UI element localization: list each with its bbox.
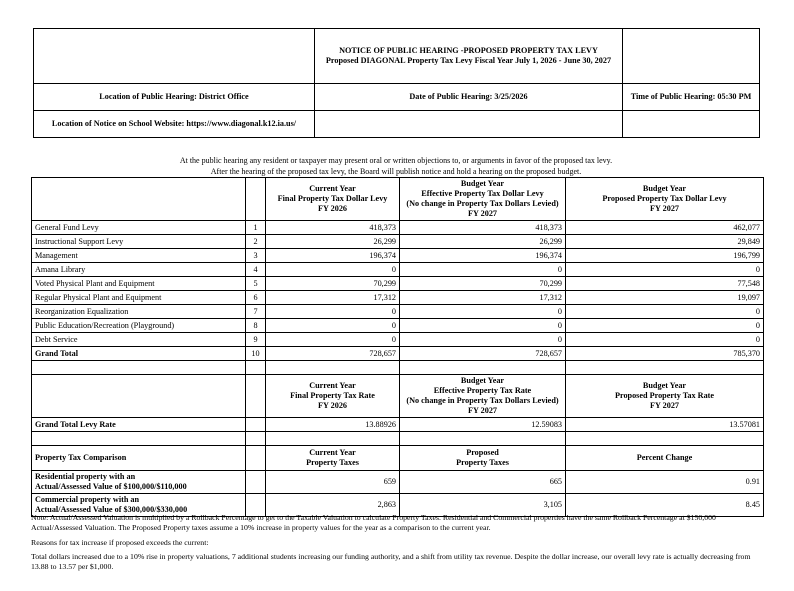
spacer-cell: [32, 361, 246, 375]
spacer-cell: [246, 361, 266, 375]
rate-header-c3-l2: Final Property Tax Rate: [290, 391, 375, 400]
grand-total-levy-rate-proposed: 13.57081: [566, 418, 764, 432]
comparison-row-current: 2,863: [266, 494, 400, 517]
levy-row-current: 0: [266, 333, 400, 347]
levy-header-c3-l1: Current Year: [309, 184, 356, 193]
levy-row-current: 17,312: [266, 291, 400, 305]
intro-paragraph: [33, 155, 759, 177]
levy-row-current: 26,299: [266, 235, 400, 249]
comparison-header-proposed: [400, 446, 566, 471]
levy-row-effective: 0: [400, 263, 566, 277]
spacer-cell: [566, 361, 764, 375]
notice-title-line2: Proposed DIAGONAL Property Tax Levy Fiscal Year July 1, 2026 - June 30, 2027: [325, 56, 612, 65]
levy-row-label: Voted Physical Plant and Equipment: [32, 277, 246, 291]
footnote-reasons-text: Total dollars increased due to a 10% rise in property valuations, 7 additional students increasing our funding authority, and a shift from utility tax revenue. Despite the dollar increase, our overall levy rate is actually decreasing from 13.88 to 13.57 per $1,000.: [31, 552, 751, 572]
notice-header-table: [33, 28, 760, 138]
levy-row-label: Public Education/Recreation (Playground): [32, 319, 246, 333]
comparison-header-current: [266, 446, 400, 471]
levy-row-index: 9: [246, 333, 266, 347]
website-notice-cell: [34, 111, 315, 138]
table-row: [32, 305, 764, 319]
grand-total-levy-rate-effective: 12.59083: [400, 418, 566, 432]
spacer-cell: [266, 432, 400, 446]
date-of-hearing: Date of Public Hearing: 3/25/2026: [315, 84, 623, 111]
time-of-hearing: [623, 84, 760, 111]
levy-row-index: 2: [246, 235, 266, 249]
levy-row-label: General Fund Levy: [32, 221, 246, 235]
levy-row-label: Regular Physical Plant and Equipment: [32, 291, 246, 305]
rate-header-current-year: [266, 375, 400, 418]
table-row: [34, 29, 760, 84]
levy-grand-total-index: 10: [246, 347, 266, 361]
comparison-row-percent-change: 0.91: [566, 471, 764, 494]
levy-row-current: 0: [266, 305, 400, 319]
comparison-header-row: [32, 446, 764, 471]
levy-header-row: [32, 178, 764, 221]
levy-row-proposed: 0: [566, 319, 764, 333]
levy-header-c4-l2: Effective Property Tax Dollar Levy: [421, 189, 544, 198]
spacer-cell: [32, 432, 246, 446]
table-row: [32, 319, 764, 333]
levy-header-effective: [400, 178, 566, 221]
levy-row-proposed: 462,077: [566, 221, 764, 235]
rate-header-c5-l1: Budget Year: [642, 381, 687, 390]
levy-row-label: Debt Service: [32, 333, 246, 347]
comparison-row-proposed: 3,105: [400, 494, 566, 517]
levy-row-current: 418,373: [266, 221, 400, 235]
levy-header-c4-l4: FY 2027: [467, 209, 498, 218]
comparison-header-blank-idx: [246, 446, 266, 471]
comparison-header-c4-l2: Property Taxes: [456, 458, 509, 467]
rate-header-c4-l3: (No change in Property Tax Dollars Levied): [406, 396, 559, 405]
levy-row-index: 7: [246, 305, 266, 319]
levy-row-label: Amana Library: [32, 263, 246, 277]
spacer-cell: [400, 432, 566, 446]
table-row: [32, 249, 764, 263]
levy-grand-total-current: 728,657: [266, 347, 400, 361]
levy-header-current-year: [266, 178, 400, 221]
levy-header-c3-l2: Final Property Tax Dollar Levy: [277, 194, 388, 203]
comparison-row-label-l1: Commercial property with an: [35, 495, 140, 504]
comparison-header-label: Property Tax Comparison: [32, 446, 246, 471]
levy-header-c5-l3: FY 2027: [649, 204, 680, 213]
table-row: [34, 84, 760, 111]
levy-row-current: 196,374: [266, 249, 400, 263]
footnotes-block: [31, 513, 767, 573]
comparison-header-percent-change: Percent Change: [566, 446, 764, 471]
notice-blank-right: [623, 29, 760, 84]
comparison-header-c3-l2: Property Taxes: [306, 458, 359, 467]
notice-title-line1: NOTICE OF PUBLIC HEARING -PROPOSED PROPERTY TAX LEVY: [339, 46, 598, 55]
levy-grand-total-label: Grand Total: [32, 347, 246, 361]
spacer-cell: [400, 361, 566, 375]
table-row: [32, 333, 764, 347]
levy-row-label: Instructional Support Levy: [32, 235, 246, 249]
rate-header-blank-label: [32, 375, 246, 418]
levy-row-effective: 0: [400, 319, 566, 333]
notice-blank-left: [34, 29, 315, 84]
time-of-hearing-value: 05:30 PM: [717, 92, 752, 101]
rate-header-c3-l3: FY 2026: [317, 401, 348, 410]
footnote-reasons-label: Reasons for tax increase if proposed exceeds the current:: [31, 537, 209, 547]
levy-table: [31, 177, 764, 517]
spacer-cell: [266, 361, 400, 375]
website-blank-right: [623, 111, 760, 138]
levy-header-c3-l3: FY 2026: [317, 204, 348, 213]
levy-header-blank-idx: [246, 178, 266, 221]
levy-row-effective: 0: [400, 333, 566, 347]
levy-row-effective: 418,373: [400, 221, 566, 235]
levy-header-proposed: [566, 178, 764, 221]
levy-row-effective: 196,374: [400, 249, 566, 263]
grand-total-levy-rate-current: 13.88926: [266, 418, 400, 432]
spacer-row: [32, 361, 764, 375]
levy-row-proposed: 19,097: [566, 291, 764, 305]
levy-row-index: 3: [246, 249, 266, 263]
grand-total-levy-rate-label: Grand Total Levy Rate: [32, 418, 246, 432]
levy-grand-total-effective: 728,657: [400, 347, 566, 361]
table-row: [34, 111, 760, 138]
levy-row-proposed: 77,548: [566, 277, 764, 291]
levy-header-c5-l2: Proposed Property Tax Dollar Levy: [602, 194, 727, 203]
comparison-row-label: [32, 471, 246, 494]
table-row: [32, 291, 764, 305]
table-row: [32, 263, 764, 277]
comparison-row-label-l1: Residential property with an: [35, 472, 136, 481]
location-of-hearing: Location of Public Hearing: District Office: [34, 84, 315, 111]
levy-row-proposed: 0: [566, 333, 764, 347]
levy-row-current: 0: [266, 263, 400, 277]
rate-header-blank-idx: [246, 375, 266, 418]
rate-header-effective: [400, 375, 566, 418]
table-row: [32, 235, 764, 249]
table-row: [32, 471, 764, 494]
table-row: [32, 221, 764, 235]
table-row: [32, 277, 764, 291]
levy-row-proposed: 29,849: [566, 235, 764, 249]
levy-row-label: Reorganization Equalization: [32, 305, 246, 319]
levy-header-c4-l3: (No change in Property Tax Dollars Levied): [406, 199, 559, 208]
levy-header-c5-l1: Budget Year: [642, 184, 687, 193]
comparison-header-c3-l1: Current Year: [309, 448, 356, 457]
comparison-header-c4-l1: Proposed: [466, 448, 499, 457]
website-label: Location of Notice on School Website:: [51, 119, 185, 128]
levy-row-index: 5: [246, 277, 266, 291]
levy-row-effective: 26,299: [400, 235, 566, 249]
comparison-row-label-l2: Actual/Assessed Value of $100,000/$110,000: [35, 482, 187, 491]
levy-row-proposed: 196,799: [566, 249, 764, 263]
rate-header-c5-l2: Proposed Property Tax Rate: [614, 391, 715, 400]
levy-row-proposed: 0: [566, 263, 764, 277]
levy-row-effective: 17,312: [400, 291, 566, 305]
website-blank-mid: [315, 111, 623, 138]
website-url: https://www.diagonal.k12.ia.us/: [186, 119, 297, 128]
intro-line-1: At the public hearing any resident or taxpayer may present oral or written objections to, or arguments in favor of the proposed tax levy.: [179, 156, 613, 165]
notice-title-cell: [315, 29, 623, 84]
levy-header-blank-label: [32, 178, 246, 221]
comparison-row-label-l2: Actual/Assessed Value of $300,000/$330,000: [35, 505, 188, 514]
levy-row-index: 4: [246, 263, 266, 277]
rate-header-c5-l3: FY 2027: [649, 401, 680, 410]
comparison-row-proposed: 665: [400, 471, 566, 494]
levy-row-index: 1: [246, 221, 266, 235]
levy-row-index: 8: [246, 319, 266, 333]
rate-header-c4-l4: FY 2027: [467, 406, 498, 415]
spacer-cell: [246, 432, 266, 446]
levy-row-label: Management: [32, 249, 246, 263]
levy-row-current: 70,299: [266, 277, 400, 291]
time-of-hearing-label: Time of Public Hearing:: [630, 92, 716, 101]
levy-row-current: 0: [266, 319, 400, 333]
rate-header-c4-l1: Budget Year: [460, 376, 505, 385]
rate-header-c4-l2: Effective Property Tax Rate: [433, 386, 532, 395]
footnote-note: Note: Actual/Assessed Valuation is multiplied by a Rollback Percentage to get to the Taxable Valuation to calculate Property Taxes. Residential and Commercial properties have the same Rollback Percentage at $150,000 Actual/Assessed Valuation. The Proposed Property taxes assume a 10% increase in property values for the year as a comparison to the current year.: [31, 513, 716, 533]
intro-line-2: After the hearing of the proposed tax levy, the Board will publish notice and hold a hearing on the proposed budget.: [210, 167, 582, 177]
grand-total-levy-rate-index: [246, 418, 266, 432]
comparison-row-index: [246, 471, 266, 494]
levy-row-index: 6: [246, 291, 266, 305]
levy-grand-total-proposed: 785,370: [566, 347, 764, 361]
spacer-row: [32, 432, 764, 446]
levy-row-proposed: 0: [566, 305, 764, 319]
comparison-row-percent-change: 8.45: [566, 494, 764, 517]
levy-row-effective: 0: [400, 305, 566, 319]
rate-header-proposed: [566, 375, 764, 418]
levy-row-effective: 70,299: [400, 277, 566, 291]
levy-header-c4-l1: Budget Year: [460, 179, 505, 188]
spacer-cell: [566, 432, 764, 446]
levy-grand-total-row: [32, 347, 764, 361]
rate-header-row: [32, 375, 764, 418]
rate-header-c3-l1: Current Year: [309, 381, 356, 390]
comparison-row-current: 659: [266, 471, 400, 494]
grand-total-levy-rate-row: [32, 418, 764, 432]
